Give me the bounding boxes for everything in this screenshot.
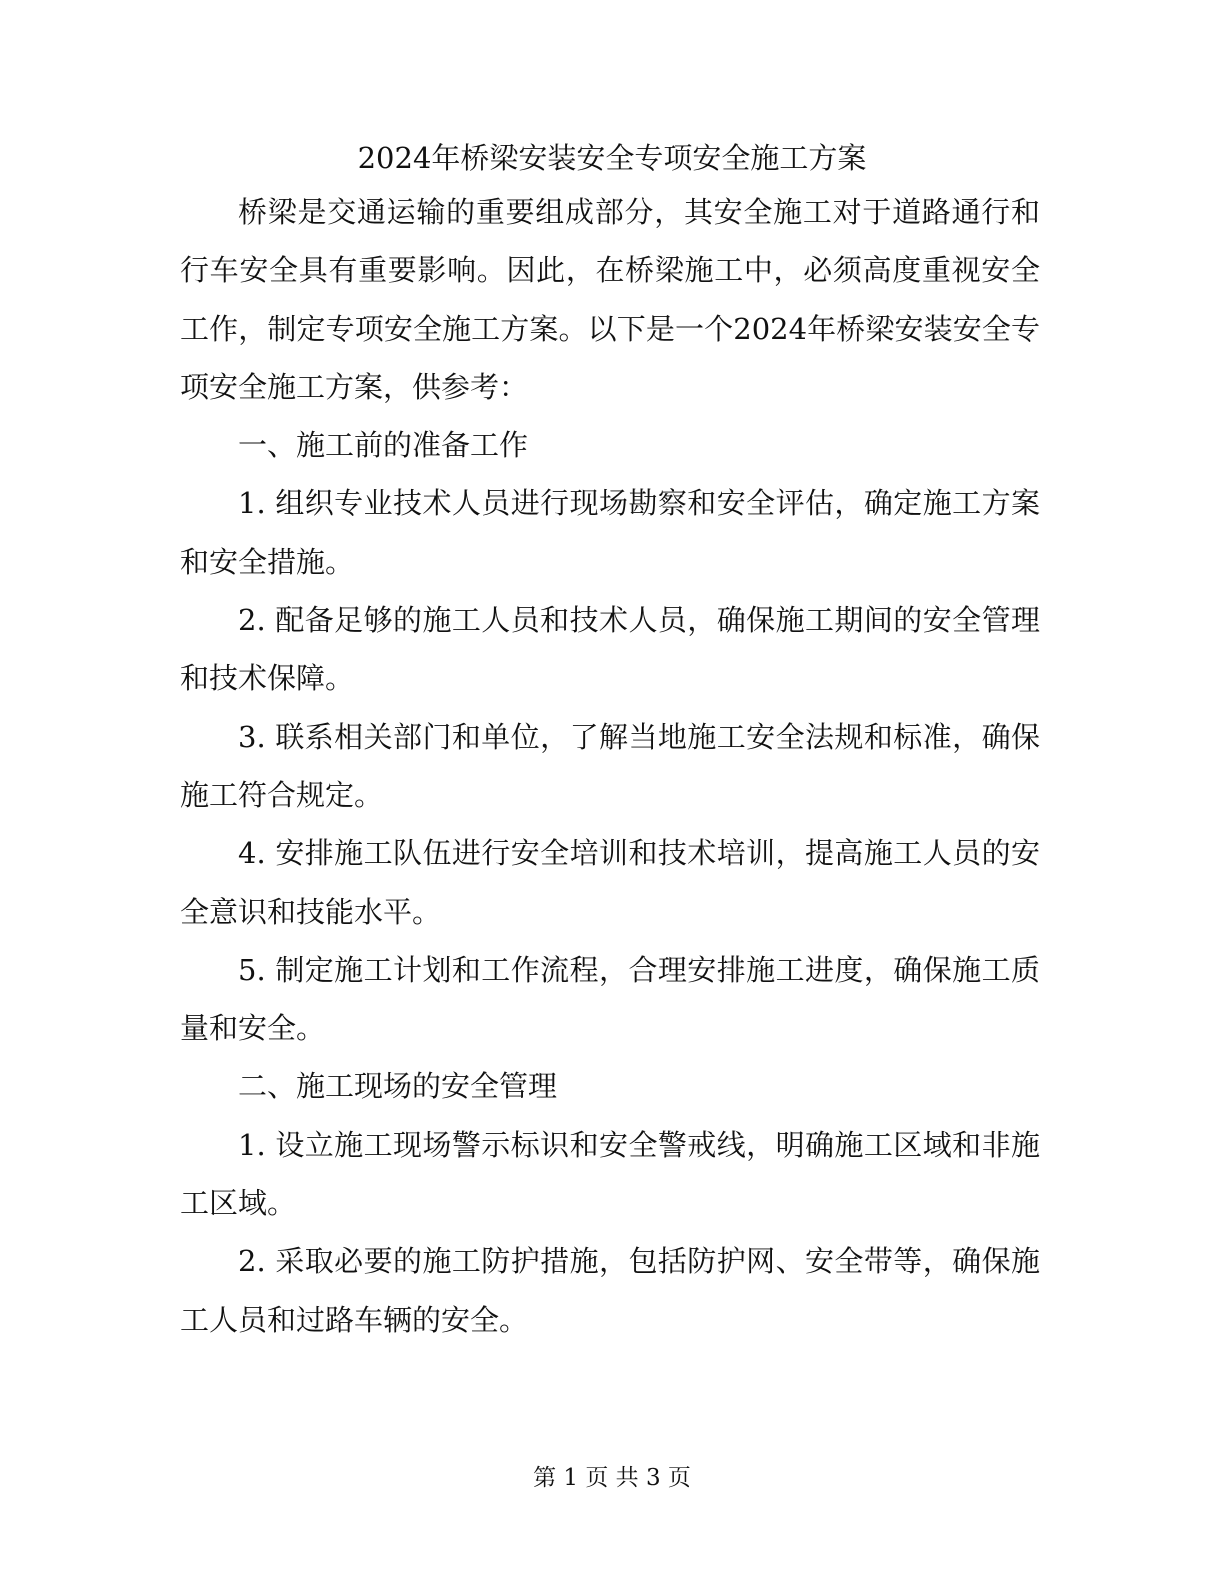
section-heading-site-safety: 二、施工现场的安全管理 — [238, 1069, 558, 1104]
document-body — [180, 183, 1040, 1349]
intro-paragraph: 桥梁是交通运输的重要组成部分，其安全施工对于道路通行和行车安全具有重要影响。因此，在桥梁施工中，必须高度重视安全工作，制定专项安全施工方案。以下是一个2024年桥梁安装安全专项安全施工方案，供参考： — [180, 195, 1040, 404]
list-item: 2. 采取必要的施工防护措施，包括防护网、安全带等，确保施工人员和过路车辆的安全。 — [180, 1244, 1040, 1337]
list-item: 4. 安排施工队伍进行安全培训和技术培训，提高施工人员的安全意识和技能水平。 — [180, 836, 1040, 929]
list-item: 2. 配备足够的施工人员和技术人员，确保施工期间的安全管理和技术保障。 — [180, 603, 1040, 696]
list-item: 1. 组织专业技术人员进行现场勘察和安全评估，确定施工方案和安全措施。 — [180, 486, 1040, 579]
list-item: 3. 联系相关部门和单位，了解当地施工安全法规和标准，确保施工符合规定。 — [180, 719, 1040, 812]
list-item: 5. 制定施工计划和工作流程，合理安排施工进度，确保施工质量和安全。 — [180, 952, 1040, 1046]
page-number-footer: 第 1 页 共 3 页 — [533, 1465, 691, 1491]
document-title: 2024年桥梁安装安全专项安全施工方案 — [357, 141, 867, 175]
section-heading-preparation: 一、施工前的准备工作 — [238, 428, 529, 463]
list-item: 1. 设立施工现场警示标识和安全警戒线，明确施工区域和非施工区域。 — [180, 1127, 1040, 1221]
